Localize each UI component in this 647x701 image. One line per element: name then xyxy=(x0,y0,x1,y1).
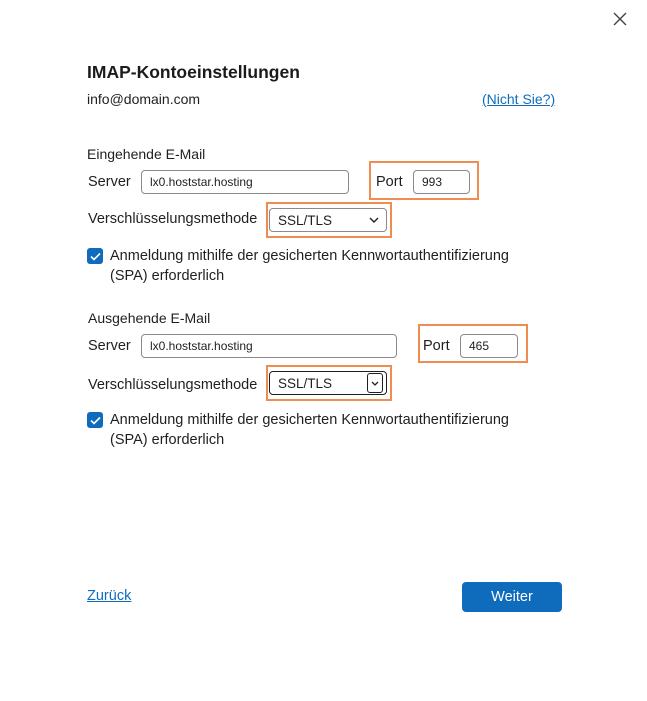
next-button[interactable]: Weiter xyxy=(462,582,562,612)
incoming-server-label: Server xyxy=(88,174,131,190)
incoming-port-label: Port xyxy=(376,174,403,190)
close-button[interactable] xyxy=(607,6,633,32)
outgoing-spa-checkbox[interactable] xyxy=(87,412,103,428)
incoming-encryption-label: Verschlüsselungsmethode xyxy=(88,211,258,227)
outgoing-encryption-select[interactable] xyxy=(269,371,387,395)
close-icon xyxy=(613,12,627,26)
outgoing-port-label: Port xyxy=(423,338,450,354)
outgoing-spa-label: Anmeldung mithilfe der gesicherten Kennwortauthentifizierung (SPA) erforderlich xyxy=(110,412,509,448)
incoming-port-input[interactable] xyxy=(413,170,470,194)
back-link[interactable]: Zurück xyxy=(87,588,132,604)
not-you-link[interactable]: (Nicht Sie?) xyxy=(482,91,556,107)
outgoing-heading: Ausgehende E-Mail xyxy=(88,310,211,326)
incoming-encryption-select[interactable] xyxy=(269,208,387,232)
outgoing-port-input[interactable] xyxy=(460,334,518,358)
incoming-heading: Eingehende E-Mail xyxy=(87,146,206,162)
incoming-encryption-value: SSL/TLS xyxy=(278,212,333,228)
outgoing-encryption-value: SSL/TLS xyxy=(278,375,333,391)
incoming-spa-label: Anmeldung mithilfe der gesicherten Kennwortauthentifizierung (SPA) erforderlich xyxy=(110,248,509,284)
outgoing-encryption-label: Verschlüsselungsmethode xyxy=(88,377,258,393)
incoming-spa-checkbox[interactable] xyxy=(87,248,103,264)
checkmark-icon xyxy=(90,252,101,261)
checkmark-icon xyxy=(90,416,101,425)
dialog-title: IMAP-Kontoeinstellungen xyxy=(87,62,300,82)
outgoing-server-input[interactable] xyxy=(141,334,397,358)
chevron-down-icon xyxy=(367,373,383,393)
incoming-server-input[interactable] xyxy=(141,170,349,194)
account-email: info@domain.com xyxy=(87,91,201,107)
outgoing-server-label: Server xyxy=(88,338,131,354)
chevron-down-icon xyxy=(366,212,382,228)
